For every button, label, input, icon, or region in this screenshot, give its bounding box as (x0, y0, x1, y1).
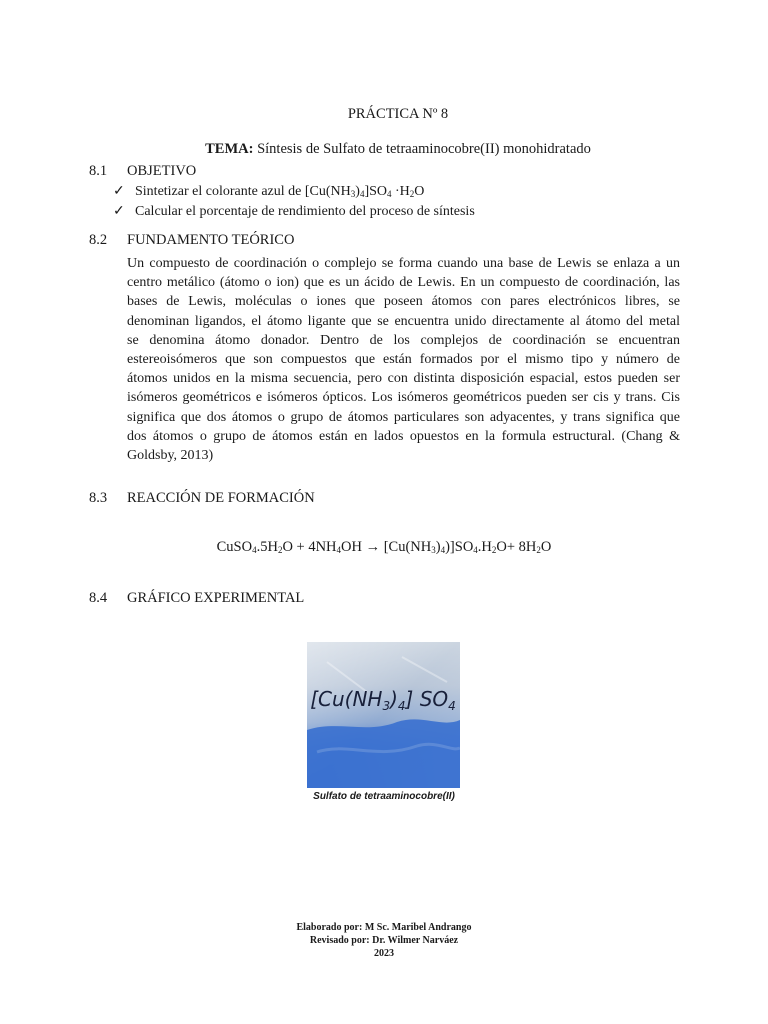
footer-reviewer: Revisado por: Dr. Wilmer Narváez (309, 935, 459, 946)
paragraph-line: átomos unidos en la misma secuencia, pero con distinta disposición espacial, estos pueden ser (127, 371, 680, 387)
page-title: PRÁCTICA Nº 8 (347, 106, 449, 122)
tema-text: Síntesis de Sulfato de tetraaminocobre(II) monohidratado (257, 141, 591, 157)
tema-line (0, 141, 768, 158)
footer-author: Elaborado por: M Sc. Maribel Andrango (296, 922, 472, 933)
section-title-objetivo: OBJETIVO (127, 163, 197, 179)
section-number-fundamento: 8.2 (89, 232, 108, 248)
paragraph-line: bases de Lewis, moléculas o iones que poseen átomos con pares electrónicos libres, se (127, 294, 680, 310)
fundamento-paragraph (127, 254, 680, 465)
paragraph-line: Goldsby, 2013) (127, 448, 214, 464)
tema-label: TEMA: (205, 141, 254, 157)
footer (0, 921, 768, 960)
section-title-grafico: GRÁFICO EXPERIMENTAL (127, 590, 305, 606)
paragraph-line: dos átomos o grupo de átomos están en lados opuestos en la formula estructural. (Chang & (127, 428, 680, 444)
paragraph-line: Un compuesto de coordinación o complejo se forma cuando una base de Lewis se enlaza a un (127, 256, 680, 271)
sample-label: $[Cu(NH_3)_4]$ $SO_4$ (310, 687, 456, 713)
paragraph-line: isómeros geométricos e isómeros ópticos. Los isómeros geométricos pueden ser cis y trans. Cis (127, 390, 680, 406)
paragraph-line: se denomina átomo donador. Dentro de los complejos de coordinación se encuentran (127, 332, 680, 348)
section-number-objetivo: 8.1 (89, 163, 108, 179)
objective-item: ✓ Sintetizar el colorante azul de $[Cu(NH_3)_4]SO_4 \cdot H_2O$ (113, 184, 425, 199)
paragraph-line: estereoisómeros que son compuestos que están formados por el mismo tipo y número de (127, 352, 680, 368)
footer-year: 2023 (374, 948, 394, 959)
check-icon: ✓ (113, 204, 125, 219)
section-title-fundamento: FUNDAMENTO TEÓRICO (127, 232, 295, 248)
section-number-reaccion: 8.3 (89, 490, 108, 506)
paragraph-line: denominan ligandos, el átomo ligante que se encuentra unido directamente al átomo del metal (127, 313, 680, 329)
section-number-grafico: 8.4 (89, 590, 108, 606)
figure-caption: Sulfato de tetraaminocobre(II) (313, 791, 455, 802)
sample-photo-graphic (307, 642, 460, 788)
paragraph-line: centro metálico (átomo o ion) que es un ácido de Lewis. En un compuesto de coordinación, las (127, 275, 680, 291)
paragraph-line: significa que dos átomos o grupo de átomos particulares son adyacentes, y trans significa que (127, 409, 680, 425)
reaction-equation: $CuSO_4.5H_2O + 4NH_4OH \to [Cu(NH_3)_4)]SO_4.H_2O+ 8H_2O$ (216, 539, 552, 555)
objective-item: ✓ Calcular el porcentaje de rendimiento del proceso de síntesis (113, 204, 475, 219)
section-title-reaccion: REACCIÓN DE FORMACIÓN (127, 490, 315, 506)
check-icon: ✓ (113, 184, 125, 199)
sample-photo (307, 642, 460, 788)
